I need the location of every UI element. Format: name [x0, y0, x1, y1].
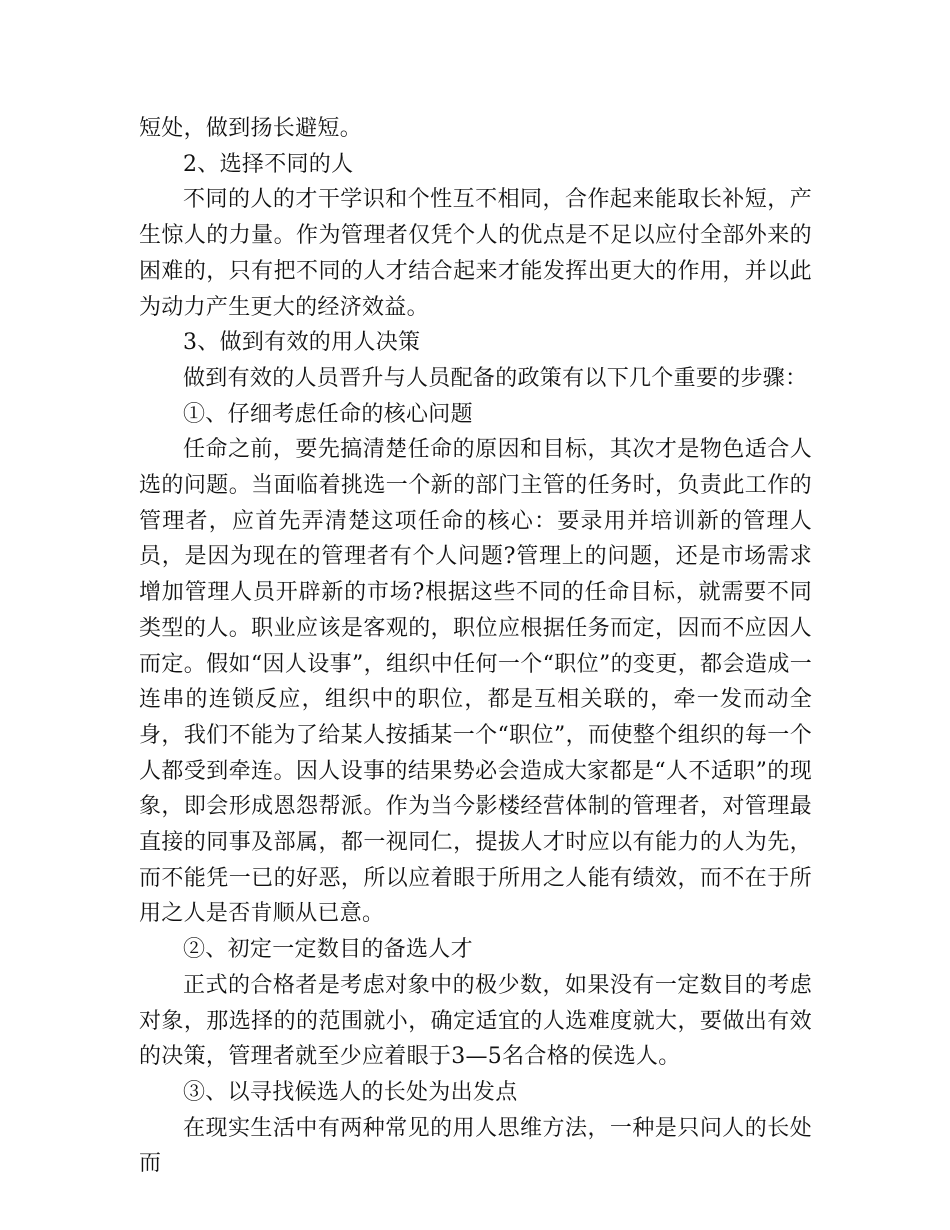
paragraph-different-people: 不同的人的才干学识和个性互不相同，合作起来能取长补短，产生惊人的力量。作为管理者仅凭个人的优点是不足以应付全部外来的困难的，只有把不同的人才结合起来才能发挥出更大的作用，并以此为动力产生更大的经济效益。	[139, 187, 812, 320]
paragraph-steps-intro: 做到有效的人员晋升与人员配备的政策有以下几个重要的步骤：	[183, 365, 808, 391]
paragraph-core-issue: 任命之前，要先搞清楚任命的原因和目标，其次才是物色适合人选的问题。当面临着挑选一个新的部门主管的任务时，负责此工作的管理者，应首先弄清楚这项任命的核心：要录用并培训新的管理人员，是因为现在的管理者有个人问题?管理上的问题，还是市场需求增加管理人员开辟新的市场?根据这些不同的任命目标，就需要不同类型的人。职业应该是客观的，职位应根据任务而定，因而不应因人而定。假如“因人设事”，组织中任何一个“职位”的变更，都会造成一连串的连锁反应，组织中的职位，都是互相关联的，牵一发而动全身，我们不能为了给某人按插某一个“职位”，而使整个组织的每一个人都受到牵连。因人设事的结果势必会造成大家都是“人不适职”的现象，即会形成恩怨帮派。作为当今影楼经营体制的管理者，对管理最直接的同事及部属，都一视同仁，提拔人才时应以有能力的人为先，而不能凭一已的好恶，所以应着眼于所用之人能有绩效，而不在于所用之人是否肯顺从已意。	[139, 437, 812, 927]
paragraph-strengths: 在现实生活中有两种常见的用人思维方法，一种是只问人的长处而	[139, 1115, 812, 1177]
section-heading-2: 2、选择不同的人	[183, 151, 354, 177]
section-heading-3: 3、做到有效的用人决策	[183, 330, 421, 356]
paragraph-continuation: 短处，做到扬长避短。	[139, 116, 363, 141]
step-heading-2: ②、初定一定数目的备选人才	[183, 937, 473, 963]
step-heading-1: ①、仔细考虑任命的核心问题	[183, 401, 473, 427]
paragraph-candidates: 正式的合格者是考虑对象中的极少数，如果没有一定数目的考虑对象，那选择的的范围就小，确定适宜的人选难度就大，要做出有效的决策，管理者就至少应着眼于3—5名合格的侯选人。	[139, 972, 812, 1070]
step-heading-3: ③、以寻找候选人的长处为出发点	[183, 1079, 518, 1105]
